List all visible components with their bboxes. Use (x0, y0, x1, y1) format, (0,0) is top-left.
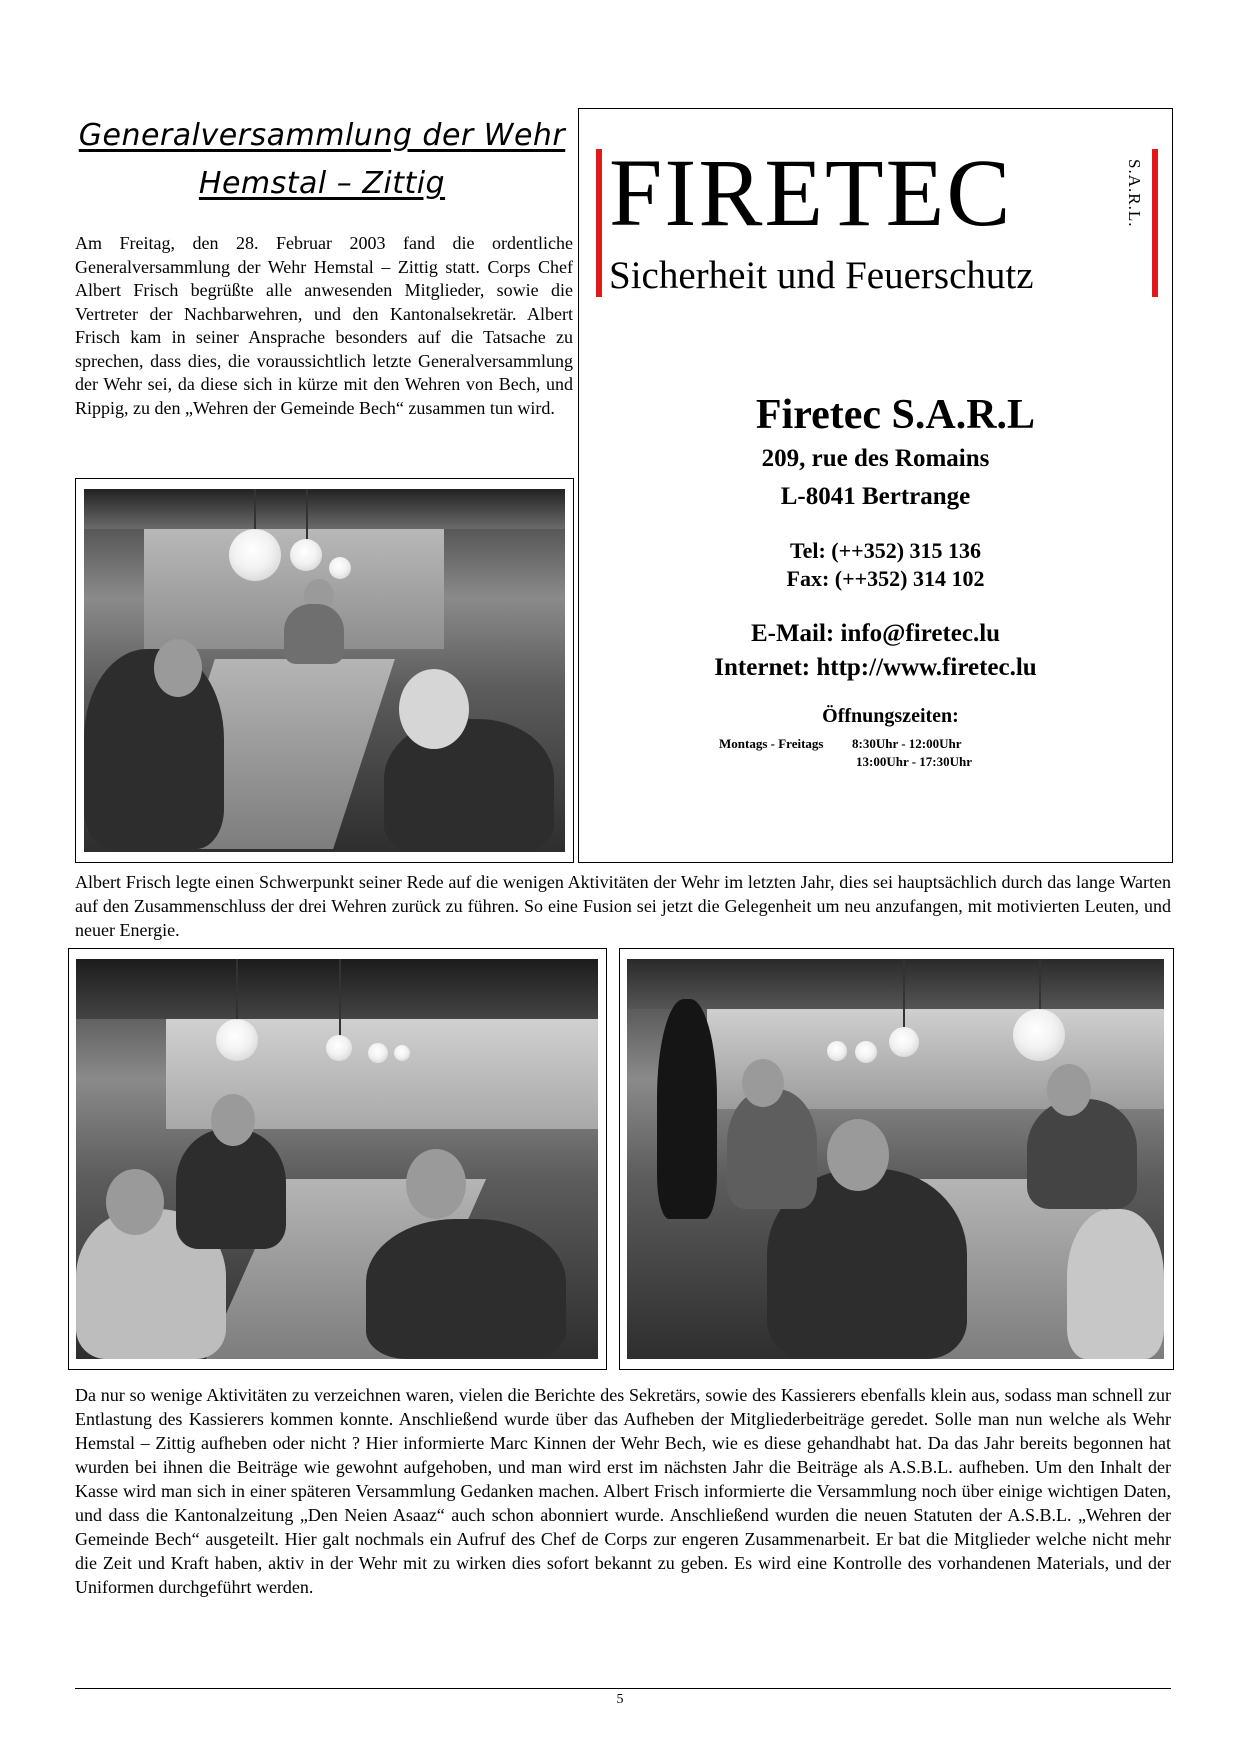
photo-meeting-room-2 (76, 959, 598, 1359)
ad-hours-morning: 8:30Uhr - 12:00Uhr (852, 736, 962, 751)
photo-frame-meeting-2 (68, 948, 607, 1370)
firetec-logo-sarl: S.A.R.L. (1125, 159, 1144, 228)
ad-street: 209, rue des Romains (761, 445, 990, 472)
footer-rule (75, 1688, 1171, 1689)
photo-meeting-room-1 (84, 489, 565, 852)
firetec-advertisement (578, 108, 1173, 863)
logo-red-bar-left (596, 149, 602, 297)
ad-email[interactable]: E-Mail: info@firetec.lu (750, 620, 1001, 647)
ceiling-lamp (1013, 1009, 1065, 1061)
headline-line-1: Generalversammlung der Wehr (78, 118, 566, 153)
ad-fax: Fax: (++352) 314 102 (786, 566, 985, 591)
ceiling-lamp (229, 529, 281, 581)
ad-hours-afternoon: 13:00Uhr - 17:30Uhr (856, 754, 973, 769)
ad-website[interactable]: Internet: http://www.firetec.lu (714, 654, 1037, 681)
ad-company-name: Firetec S.A.R.L (755, 392, 1036, 438)
photo-meeting-room-3 (627, 959, 1164, 1359)
ad-city: L-8041 Bertrange (780, 483, 971, 510)
photo-frame-meeting-1 (75, 478, 574, 863)
firetec-tagline: Sicherheit und Feuerschutz (609, 254, 1034, 297)
article-paragraph-intro: Am Freitag, den 28. Februar 2003 fand die ordentliche Generalversammlung der Wehr Hemstal – Zittig statt. Corps Chef Albert Frisch begrüßte alle anwesenden Mitglieder, sowie die Vertreter der Nachbarwehren, und den Kantonalsekretär. Albert Frisch kam in seiner Ansprache besonders auf die Tatsache zu sprechen, dass dies, die voraussichtlich letzte Generalversammlung der Wehr sei, da diese sich in kürze mit den Wehren von Bech, und Rippig, zu den „Wehren der Gemeinde Bech“ zusammen tun wird. (75, 233, 573, 418)
article-paragraph-reports: Da nur so wenige Aktivitäten zu verzeichnen waren, vielen die Berichte des Sekretärs, sowie des Kassierers ebenfalls klein aus, sodass man schnell zur Entlastung des Kassierers kommen konnte. Anschließend wurde über das Aufheben der Mitgliederbeiträge geredet. Solle man nun welche als Wehr Hemstal – Zittig aufheben oder nicht ? Hier informierte Marc Kinnen der Wehr Bech, wie es diese gehandhabt hat. Da das Jahr bereits begonnen hat wurden bei ihnen die Beiträge wie gewohnt aufgehoben, und man wird erst im nächsten Jahr die Beiträge als A.S.B.L. aufheben. Um den Inhalt der Kasse wird man sich in einer späteren Versammlung Gedanken machen. Albert Frisch informierte die Versammlung noch über einige wichtigen Daten, und dass die Kantonalzeitung „Den Neien Asaaz“ auch schon abonniert wurde. Anschließend wurden die neuen Statuten der A.S.B.L. „Wehren der Gemeinde Bech“ ausgeteilt. Hier galt nochmals ein Aufruf des Chef de Corps zur engeren Zusammenarbeit. Er bat die Mitglieder welche nicht mehr die Zeit und Kraft haben, aktiv in der Wehr mit zu wirken dies sofort bekannt zu geben. Es wird eine Kontrolle des vorhandenen Materials, und der Uniformen durchgeführt werden. (75, 1385, 1171, 1597)
ad-telephone: Tel: (++352) 315 136 (789, 538, 982, 563)
headline-line-2: Hemstal – Zittig (198, 166, 446, 201)
page-number: 5 (616, 1692, 624, 1707)
photo-frame-meeting-3 (619, 948, 1174, 1370)
article-headline (70, 112, 574, 208)
ad-opening-hours-title: Öffnungszeiten: (822, 705, 959, 727)
firetec-logo-text: FIRETEC (609, 139, 1013, 246)
ceiling-lamp (216, 1019, 258, 1061)
ad-hours-days: Montags - Freitags (719, 736, 824, 751)
article-paragraph-speech: Albert Frisch legte einen Schwerpunkt seiner Rede auf die wenigen Aktivitäten der Wehr im letzten Jahr, dies sei hauptsächlich durch das lange Warten auf den Zusammenschluss der drei Wehren zurück zu führen. So eine Fusion sei jetzt die Gelegenheit um neu anzufangen, mit motivierten Leuten, und neuer Energie. (75, 872, 1171, 940)
